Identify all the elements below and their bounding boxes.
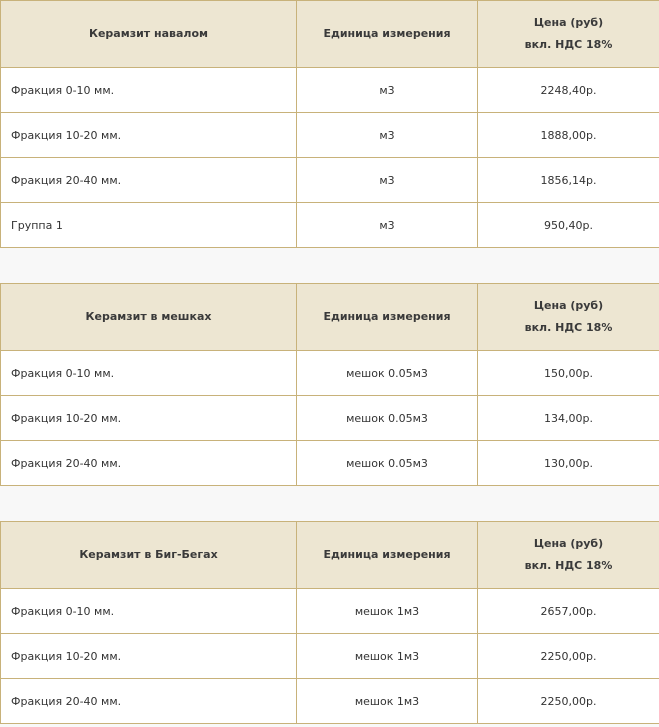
table-header-row	[1, 284, 659, 351]
price-table-bulk	[0, 0, 659, 248]
product-unit: м3	[297, 68, 478, 113]
product-name: Фракция 0-10 мм.	[1, 351, 297, 396]
header-unit: Единица измерения	[297, 284, 478, 351]
table-row	[1, 679, 659, 724]
product-price: 150,00р.	[478, 351, 659, 396]
header-price	[478, 1, 659, 68]
price-table-bags	[0, 283, 659, 486]
product-name: Фракция 20-40 мм.	[1, 158, 297, 203]
product-name: Фракция 20-40 мм.	[1, 441, 297, 486]
product-price: 2657,00р.	[478, 589, 659, 634]
header-product: Керамзит в мешках	[1, 284, 297, 351]
header-price-line1: Цена (руб)	[533, 537, 604, 550]
table-header-row	[1, 522, 659, 589]
header-price	[478, 522, 659, 589]
table-row	[1, 589, 659, 634]
product-name: Группа 1	[1, 203, 297, 248]
product-price: 130,00р.	[478, 441, 659, 486]
product-name: Фракция 0-10 мм.	[1, 68, 297, 113]
header-price-line2: вкл. НДС 18%	[524, 321, 613, 334]
price-table-big-bags	[0, 521, 659, 724]
header-price-line1: Цена (руб)	[533, 299, 604, 312]
product-price: 2250,00р.	[478, 679, 659, 724]
product-unit: м3	[297, 158, 478, 203]
table-row	[1, 634, 659, 679]
product-price: 2250,00р.	[478, 634, 659, 679]
product-name: Фракция 10-20 мм.	[1, 396, 297, 441]
table-row	[1, 68, 659, 113]
table-row	[1, 203, 659, 248]
product-price: 134,00р.	[478, 396, 659, 441]
product-unit: мешок 0.05м3	[297, 396, 478, 441]
table-header-row	[1, 1, 659, 68]
product-unit: мешок 1м3	[297, 634, 478, 679]
table-row	[1, 158, 659, 203]
table-row	[1, 113, 659, 158]
product-name: Фракция 10-20 мм.	[1, 634, 297, 679]
header-unit: Единица измерения	[297, 1, 478, 68]
header-product: Керамзит навалом	[1, 1, 297, 68]
product-name: Фракция 0-10 мм.	[1, 589, 297, 634]
header-price-line2: вкл. НДС 18%	[524, 559, 613, 572]
header-price-line2: вкл. НДС 18%	[524, 38, 613, 51]
table-row	[1, 351, 659, 396]
header-price-line1: Цена (руб)	[533, 16, 604, 29]
product-unit: мешок 0.05м3	[297, 441, 478, 486]
product-unit: м3	[297, 113, 478, 158]
product-price: 1856,14р.	[478, 158, 659, 203]
header-price	[478, 284, 659, 351]
product-unit: мешок 0.05м3	[297, 351, 478, 396]
product-unit: м3	[297, 203, 478, 248]
product-price: 950,40р.	[478, 203, 659, 248]
product-price: 1888,00р.	[478, 113, 659, 158]
header-unit: Единица измерения	[297, 522, 478, 589]
product-name: Фракция 20-40 мм.	[1, 679, 297, 724]
table-row	[1, 441, 659, 486]
table-row	[1, 396, 659, 441]
product-unit: мешок 1м3	[297, 589, 478, 634]
product-unit: мешок 1м3	[297, 679, 478, 724]
product-price: 2248,40р.	[478, 68, 659, 113]
header-product: Керамзит в Биг-Бегах	[1, 522, 297, 589]
product-name: Фракция 10-20 мм.	[1, 113, 297, 158]
